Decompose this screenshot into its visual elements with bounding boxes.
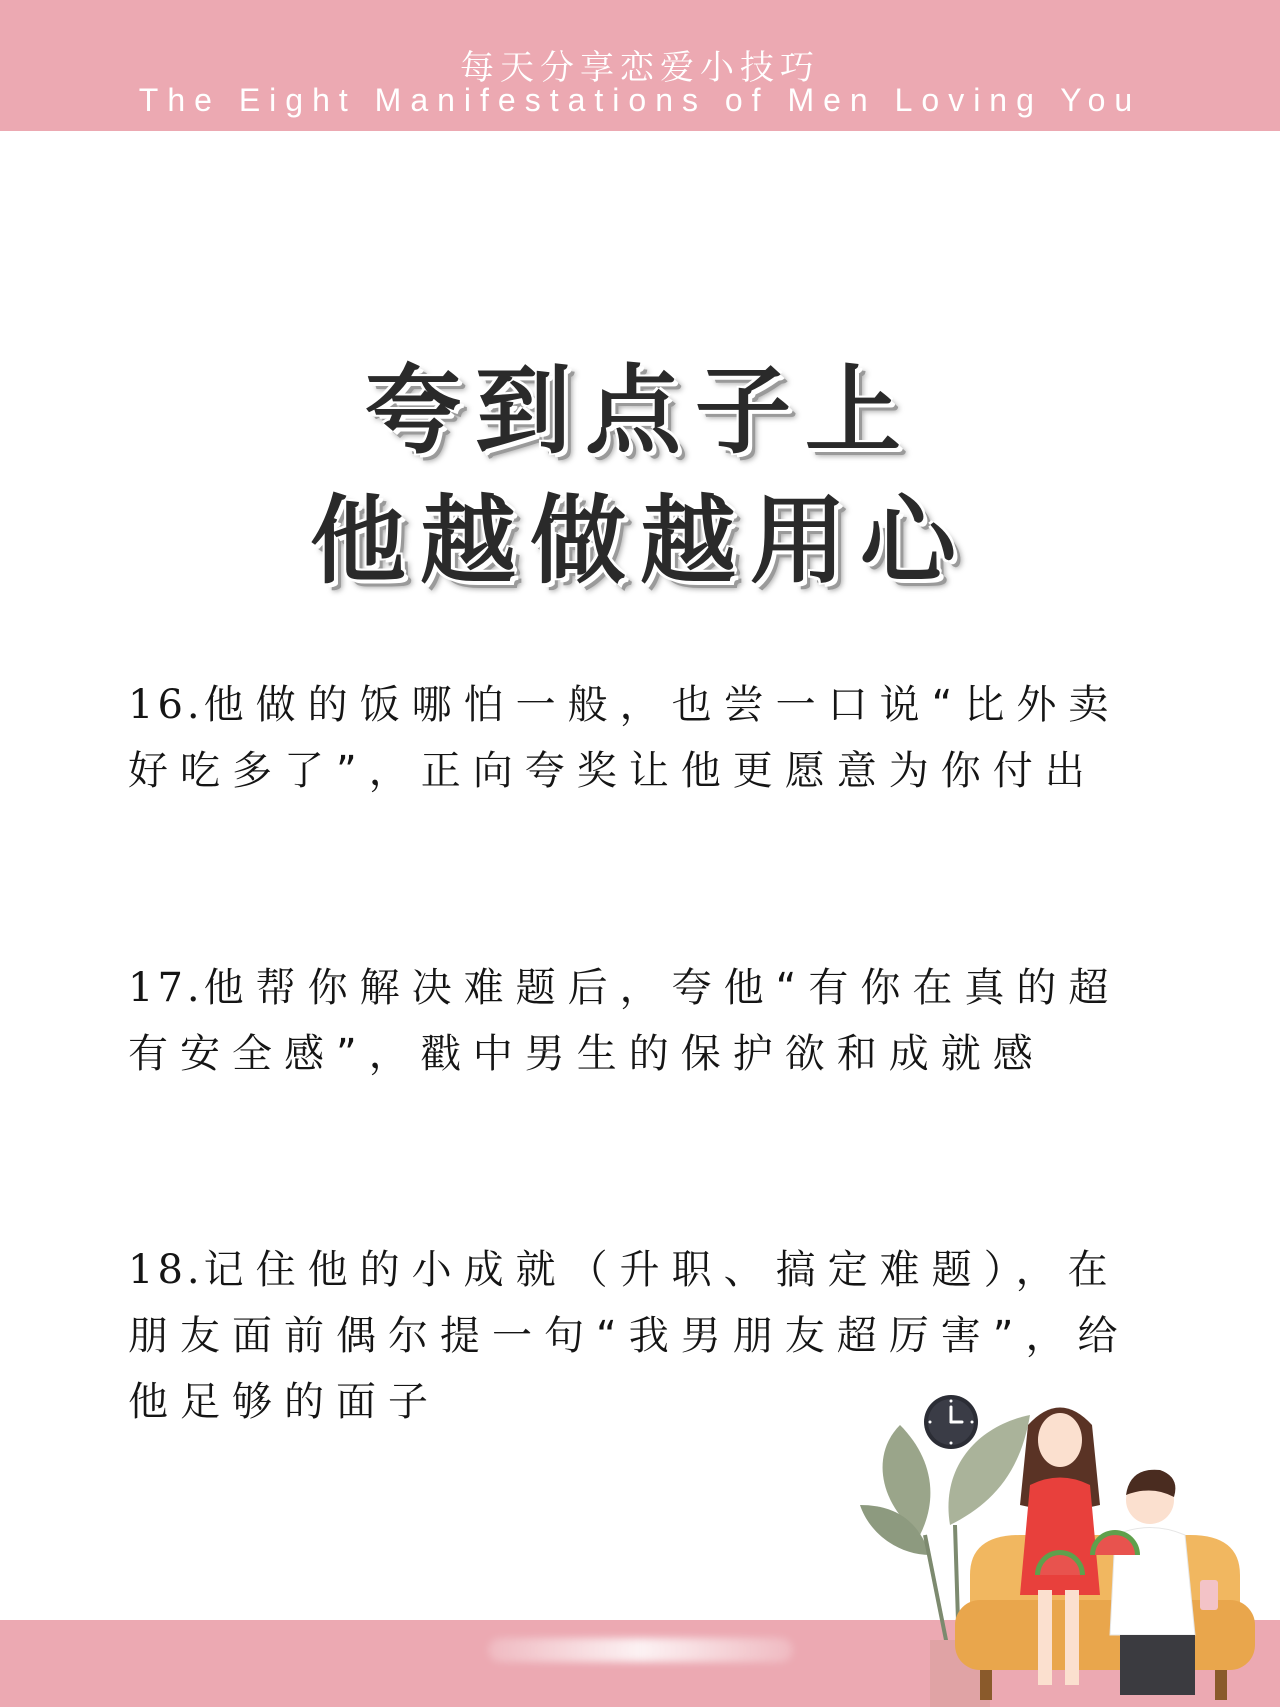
tip-number: 16. <box>128 682 204 728</box>
tip-text: 记住他的小成就（升职、搞定难题），在朋友面前偶尔提一句“我男朋友超厉害”，给他足够的面子 <box>128 1247 1130 1425</box>
tip-number: 17. <box>128 965 204 1011</box>
banner-tagline: 每天分享恋爱小技巧 <box>460 48 820 88</box>
banner-english-subtitle: The Eight Manifestations of Men Loving You <box>138 82 1142 118</box>
top-banner <box>0 0 1280 131</box>
tip-text: 他做的饭哪怕一般，也尝一口说“比外卖好吃多了”，正向夸奖让他更愿意为你付出 <box>128 682 1121 794</box>
tip-item <box>128 672 1138 804</box>
blurred-watermark <box>488 1638 793 1662</box>
tip-number: 18. <box>128 1247 204 1293</box>
headline-line-1: 夸到点子上 <box>365 355 915 467</box>
couple-eating-watermelon-illustration <box>860 1385 1280 1707</box>
headline-line-2: 他越做越用心 <box>310 485 970 597</box>
tip-item <box>128 955 1138 1087</box>
tip-text: 他帮你解决难题后，夸他“有你在真的超有安全感”，戳中男生的保护欲和成就感 <box>128 965 1121 1077</box>
